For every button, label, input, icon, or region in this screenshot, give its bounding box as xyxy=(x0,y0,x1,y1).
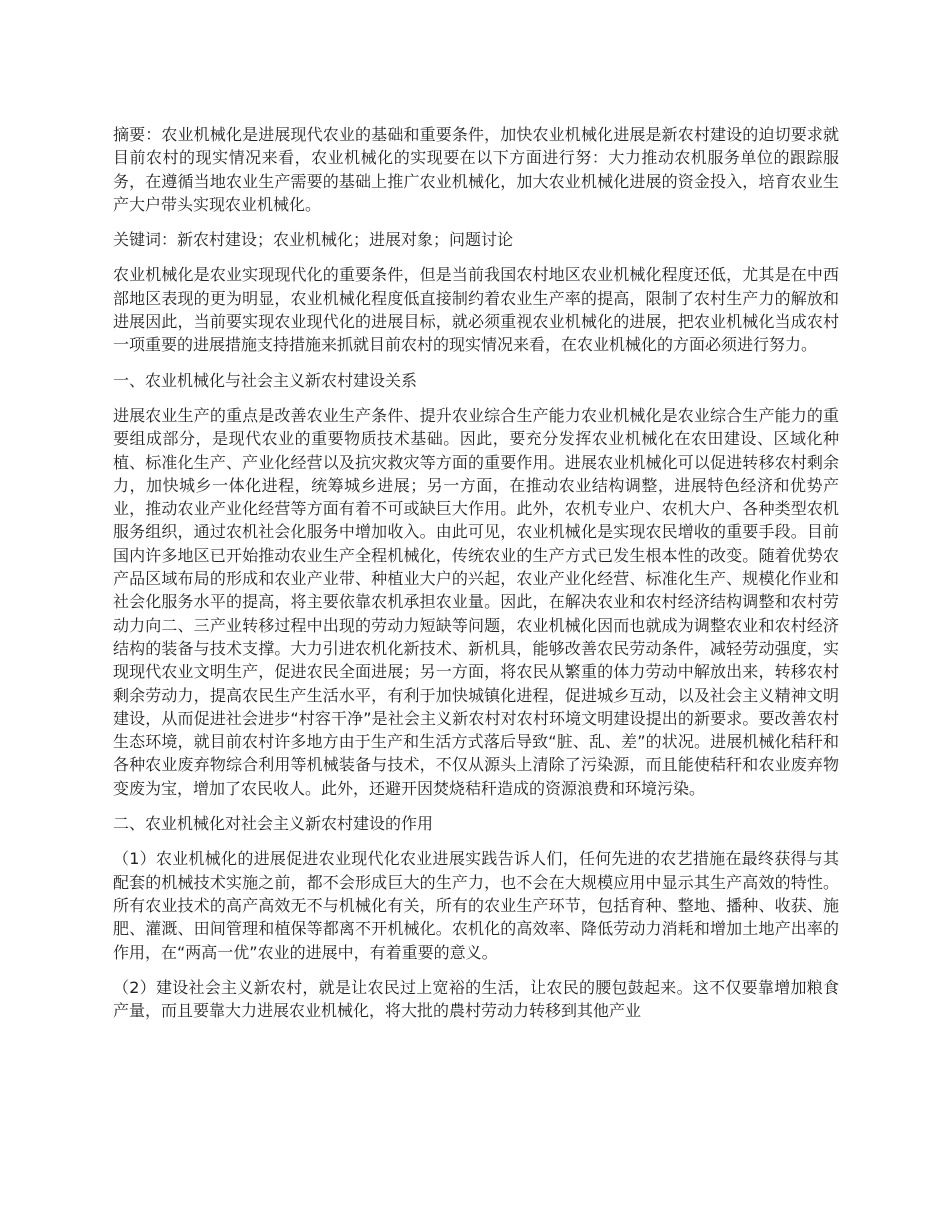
keywords-paragraph: 关键词：新农村建设；农业机械化；进展对象；问题讨论 xyxy=(113,230,514,250)
section-1-body: 进展农业生产的重点是改善农业生产条件、提升农业综合生产能力农业机械化是农业综合生产能力的重要组成部分，是现代农业的重要物质技术基础。因此，要充分发挥农业机械化在农田建设、区域化种植、标准化生产、产业化经营以及抗灾救灾等方面的重要作用。进展农业机械化可以促进转移农村剩余力，加快城乡一体化进程，统筹城乡进展；另一方面，在推动农业结构调整，进展特色经济和优势产业，推动农业产业化经营等方面有着不可或缺巨大作用。此外，农机专业户、农机大户、各种类型农机服务组织，通过农机社会化服务中增加收入。由此可见，农业机械化是实现农民增收的重要手段。目前国内许多地区已开始推动农业生产全程机械化，传统农业的生产方式已发生根本性的改变。随着优势农产品区域布局的形成和农业产业带、种植业大户的兴起，农业产业化经营、标准化生产、规模化作业和社会化服务水平的提高，将主要依靠农机承担农业量。因此，在解决农业和农村经济结构调整和农村劳动力向二、三产业转移过程中出现的劳动力短缺等问题，农业机械化因而也就成为调整农业和农村经济结构的装备与技术支撑。大力引进农机化新技术、新机具，能够改善农民劳动条件，减轻劳动强度，实现现代农业文明生产，促进农民全面进展；另一方面，将农民从繁重的体力劳动中解放出来，转移农村剩余劳动力，提高农民生产生活水平，有利于加快城镇化进程，促进城乡互动，以及社会主义精神文明建设，从而促进社会进步“村容干净”是社会主义新农村对农村环境文明建设提出的新要求。要改善农村生态环境，就目前农村许多地方由于生产和生活方式落后导致“脏、乱、差”的状况。进展机械化秸秆和各种农业废弃物综合利用等机械装备与技术，不仅从源头上清除了污染源，而且能使秸秆和农业废弃物变废为宝，增加了农民收人。此外，还避开因焚烧秸秆造成的资源浪费和环境污染。 xyxy=(113,405,839,798)
section-1-heading: 一、农业机械化与社会主义新农村建设关系 xyxy=(113,370,418,390)
section-2-paragraph-1: （1）农业机械化的进展促进农业现代化农业进展实践告诉人们，任何先进的农艺措施在最终获得与其配套的机械技术实施之前，都不会形成巨大的生产力，也不会在大规模应用中显示其生产高效的特性。所有农业技术的高产高效无不与机械化有关，所有的农业生产环节，包括育种、整地、播种、收获、施肥、灌溉、田间管理和植保等都离不开机械化。农机化的高效率、降低劳动力消耗和增加土地产出率的作用，在“两高一优”农业的进展中，有着重要的意义。 xyxy=(113,849,839,962)
section-2-heading: 二、农业机械化对社会主义新农村建设的作用 xyxy=(113,814,434,834)
document-page xyxy=(113,123,839,1034)
section-2-paragraph-2: （2）建设社会主义新农村，就是让农民过上宽裕的生活，让农民的腰包鼓起来。这不仅要靠增加粮食产量，而且要靠大力进展农业机械化，将大批的農村劳动力转移到其他产业 xyxy=(113,977,839,1021)
intro-paragraph: 农业机械化是农业实现现代化的重要条件，但是当前我国农村地区农业机械化程度还低，尤其是在中西部地区表现的更为明显，农业机械化程度低直接制约着农业生产率的提高，限制了农村生产力的解放和进展因此，当前要实现农业现代化的进展目标，就必须重视农业机械化的进展，把农业机械化当成农村一项重要的进展措施支持措施来抓就目前农村的现实情况来看，在农业机械化的方面必须进行努力。 xyxy=(113,265,839,355)
abstract-paragraph: 摘要：农业机械化是进展现代农业的基础和重要条件，加快农业机械化进展是新农村建设的迫切要求就目前农村的现实情况来看，农业机械化的实现要在以下方面进行努：大力推动农机服务单位的跟踪服务，在遵循当地农业生产需要的基础上推广农业机械化，加大农业机械化进展的资金投入，培育农业生产大户带头实现农业机械化。 xyxy=(113,125,839,214)
